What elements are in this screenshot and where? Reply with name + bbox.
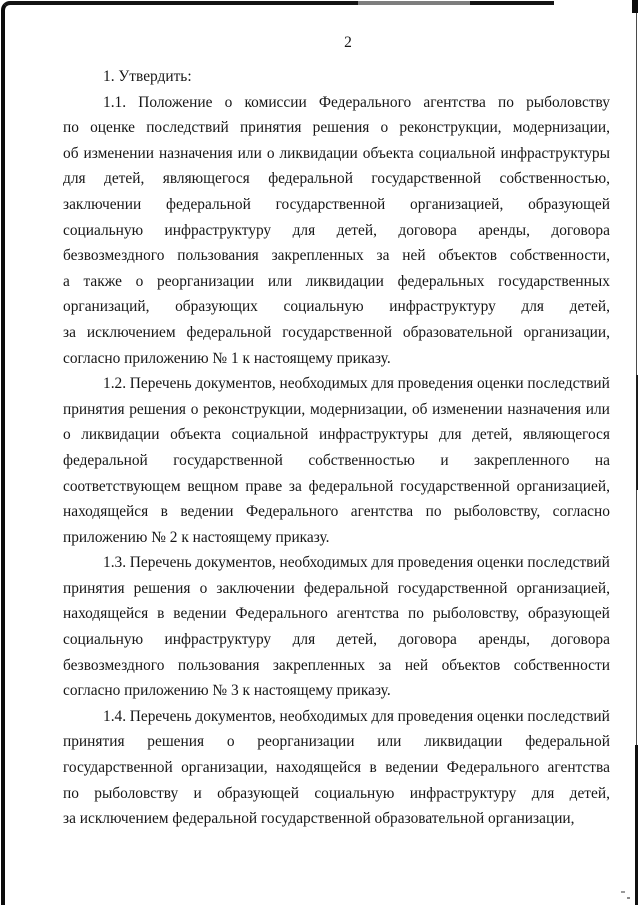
word: ликвидации [424, 733, 503, 751]
text-line [63, 192, 610, 218]
word: 1.3. [103, 554, 127, 572]
word: инфраструктуру [164, 221, 272, 239]
word: реконструкции, [203, 400, 306, 418]
word: решения [133, 579, 191, 597]
word: по [63, 784, 79, 802]
word: или [377, 733, 402, 751]
word: государственной [397, 579, 508, 597]
word: ведении [180, 503, 234, 521]
word: рыболовству [94, 784, 179, 802]
word: для [63, 170, 86, 188]
word: документов, [195, 375, 276, 393]
word: о [199, 579, 208, 597]
word: государственной [275, 195, 386, 213]
word: собственности, [509, 247, 610, 265]
word: закрепленных [272, 656, 366, 674]
word: федеральной [268, 170, 353, 188]
word: праве [245, 477, 283, 495]
word: документов, [195, 554, 276, 572]
word: федеральной [186, 323, 272, 341]
scan-speck [621, 891, 625, 893]
word: или [237, 144, 262, 162]
text-line [63, 294, 610, 320]
text-line [63, 397, 610, 423]
text-line [63, 141, 610, 167]
word: реорганизации [257, 733, 355, 751]
word: последствий [527, 554, 610, 572]
word: по [63, 119, 79, 137]
word: агентства [547, 759, 610, 777]
right-edge-mid-mark [636, 375, 638, 490]
word: являющегося [162, 170, 250, 188]
word: принятия [63, 733, 125, 751]
word: детей, [472, 426, 513, 444]
word: аренды, [478, 221, 530, 239]
word: федеральной [525, 733, 610, 751]
word: образующих [175, 298, 258, 316]
word: организацией, [410, 195, 504, 213]
word: заключении [63, 195, 142, 213]
word: о [380, 119, 389, 137]
paragraph [63, 371, 610, 550]
word: о [266, 144, 275, 162]
word: объектов [438, 247, 498, 265]
word: пользования [177, 656, 260, 674]
word: ней [402, 247, 426, 265]
word: социальной [231, 426, 309, 444]
paragraph [63, 90, 610, 372]
word: ней [404, 656, 429, 674]
word: ликвидации [305, 272, 384, 290]
word: в [157, 605, 165, 623]
word: являющегося [522, 426, 610, 444]
word: 1.4. [103, 707, 127, 725]
word: принятия [239, 119, 302, 137]
word: Перечень [129, 375, 192, 393]
text-line [63, 704, 610, 730]
word: детей, [336, 631, 377, 649]
word: федеральной [63, 451, 148, 469]
word: объекта [362, 144, 414, 162]
text-line [63, 601, 610, 627]
word: об [411, 400, 428, 418]
word: или [585, 400, 610, 418]
word: назначения [158, 144, 233, 162]
word: договора [398, 221, 457, 239]
word: 1.2. [103, 375, 127, 393]
word: государственной [371, 170, 482, 188]
word: находящейся [275, 759, 362, 777]
word: оценки [476, 707, 524, 725]
word: ведении [385, 759, 439, 777]
word: агентства [336, 605, 400, 623]
word: договора [398, 631, 457, 649]
word: решения [129, 400, 186, 418]
word: собственности [513, 656, 610, 674]
word: детей, [336, 221, 377, 239]
word: для [371, 375, 394, 393]
text-line [63, 781, 610, 807]
word: на [594, 451, 610, 469]
word: оценки [476, 375, 524, 393]
word: вещном [187, 477, 239, 495]
word: для [292, 221, 316, 239]
word: о [226, 733, 235, 751]
page-number: 2 [344, 34, 352, 51]
word: для [531, 784, 555, 802]
word: договора [551, 221, 610, 239]
word: реконструкции, [399, 119, 502, 137]
word: последствий [527, 375, 610, 393]
text-line [63, 269, 610, 295]
word: согласно [552, 503, 610, 521]
text-line [63, 755, 610, 781]
word: рыболовству, [453, 503, 541, 521]
word: собственностью [308, 451, 415, 469]
word: изменении [432, 400, 503, 418]
text-line: согласно приложению № 3 к настоящему приказу. [63, 682, 391, 700]
word: о [63, 426, 71, 444]
word: федеральной [308, 477, 394, 495]
text-line [63, 243, 610, 269]
text-line [63, 627, 610, 653]
word: Федерального [245, 503, 339, 521]
word: за [378, 656, 392, 674]
word: рыболовству, [432, 605, 520, 623]
word: за [288, 477, 302, 495]
word: и [440, 451, 449, 469]
word: закрепленного [474, 451, 570, 469]
text-line [63, 218, 610, 244]
word: социальную [63, 631, 144, 649]
word: комиссии [244, 93, 307, 111]
word: объектов [441, 656, 501, 674]
word: государственной [63, 759, 173, 777]
word: изменении [83, 144, 154, 162]
word: Перечень [129, 707, 192, 725]
word: необходимых [279, 554, 368, 572]
word: находящейся [63, 503, 149, 521]
text-line [63, 320, 610, 346]
word: государственной [282, 323, 392, 341]
word: социальную [283, 298, 364, 316]
word: также [83, 272, 122, 290]
word: за [63, 323, 76, 341]
word: исключением [86, 323, 176, 341]
word: безвозмездного [63, 247, 165, 265]
word: модернизации, [309, 400, 408, 418]
text-line [63, 550, 610, 576]
word: проведения [397, 554, 474, 572]
word: детей, [104, 170, 145, 188]
word: Федерального [446, 759, 540, 777]
word: рыболовству [526, 93, 610, 111]
word: для [371, 554, 394, 572]
word: аренды, [478, 631, 530, 649]
word: организацией, [516, 579, 610, 597]
word: образовательной [402, 323, 513, 341]
word: Положение [138, 93, 213, 111]
word: оценки [476, 554, 524, 572]
text-line [63, 729, 610, 755]
word: детей, [569, 298, 610, 316]
text-line [63, 576, 610, 602]
word: о [190, 400, 199, 418]
word: о [224, 93, 233, 111]
word: проведения [397, 375, 474, 393]
word: безвозмездного [63, 656, 165, 674]
text-line: приложению № 2 к настоящему приказу. [63, 528, 330, 546]
word: необходимых [279, 375, 368, 393]
text-line: согласно приложению № 1 к настоящему приказу. [63, 349, 391, 367]
text-line [63, 448, 610, 474]
word: принятия [63, 579, 125, 597]
scan-speck [627, 897, 630, 899]
paragraph [63, 704, 610, 832]
word: по [497, 93, 514, 111]
word: федеральных [397, 272, 485, 290]
right-edge-top-mark [632, 0, 638, 13]
word: социальной [418, 144, 496, 162]
word: для [292, 631, 316, 649]
text-line: 1. Утвердить: [103, 68, 192, 85]
word: ликвидации [81, 426, 160, 444]
word: для [521, 298, 545, 316]
right-edge-bottom-mark [635, 745, 638, 905]
word: ликвидации [279, 144, 358, 162]
text-line [63, 166, 610, 192]
word: за [376, 247, 390, 265]
word: агентства [350, 503, 414, 521]
word: о [135, 272, 144, 290]
word: федеральной [303, 579, 389, 597]
word: об [63, 144, 79, 162]
word: государственной [173, 451, 283, 469]
word: необходимых [279, 707, 368, 725]
word: решения [312, 119, 370, 137]
word: последствий [146, 119, 229, 137]
word: последствий [527, 707, 610, 725]
word: образующей [217, 784, 299, 802]
word: объекта [170, 426, 222, 444]
word: или [267, 272, 292, 290]
word: государственной [400, 477, 510, 495]
word: детей, [569, 784, 610, 802]
text-line [63, 474, 610, 500]
word: инфраструктуру [409, 784, 517, 802]
word: договора [551, 631, 610, 649]
word: Федерального [318, 93, 412, 111]
word: назначения [507, 400, 582, 418]
word: агентства [423, 93, 486, 111]
word: а [63, 272, 70, 290]
word: в [160, 503, 168, 521]
word: федеральной [166, 195, 251, 213]
text-line: за исключением федеральной государственной образовательной организации, [63, 810, 575, 828]
word: соответствующем [63, 477, 181, 495]
text-line [63, 499, 610, 525]
word: образующей [528, 195, 610, 213]
word: государственных [498, 272, 610, 290]
text-line [63, 422, 610, 448]
word: принятия [63, 400, 125, 418]
word: закрепленных [271, 247, 364, 265]
word: ведении [173, 605, 227, 623]
word: организации, [181, 759, 268, 777]
word: заключении [216, 579, 295, 597]
text-line [63, 90, 610, 116]
word: для [438, 426, 462, 444]
word: социальную [63, 221, 144, 239]
text-line [63, 371, 610, 397]
text-line [63, 653, 610, 679]
word: пользования [177, 247, 259, 265]
word: документов, [195, 707, 276, 725]
word: проведения [397, 707, 474, 725]
word: Перечень [129, 554, 192, 572]
word: в [369, 759, 377, 777]
word: решения [147, 733, 205, 751]
document-body [63, 64, 610, 832]
word: модернизации, [512, 119, 610, 137]
word: находящейся [63, 605, 149, 623]
word: собственностью, [499, 170, 610, 188]
word: 1.1. [103, 93, 127, 111]
word: организацией, [516, 477, 610, 495]
word: инфраструктуры [318, 426, 429, 444]
word: образующей [528, 605, 610, 623]
word: социальную [314, 784, 395, 802]
word: инфраструктуру [389, 298, 496, 316]
word: оценке [90, 119, 136, 137]
word: для [371, 707, 394, 725]
paragraph [63, 550, 610, 704]
top-border-fade [358, 1, 470, 6]
paragraph [63, 64, 610, 90]
word: и [193, 784, 202, 802]
word: по [425, 503, 442, 521]
word: организации, [523, 323, 610, 341]
word: инфраструктуру [164, 631, 272, 649]
word: организаций, [63, 298, 150, 316]
word: реорганизации [157, 272, 255, 290]
word: по [408, 605, 424, 623]
word: инфраструктуры [500, 144, 610, 162]
text-line [63, 115, 610, 141]
word: Федерального [235, 605, 328, 623]
